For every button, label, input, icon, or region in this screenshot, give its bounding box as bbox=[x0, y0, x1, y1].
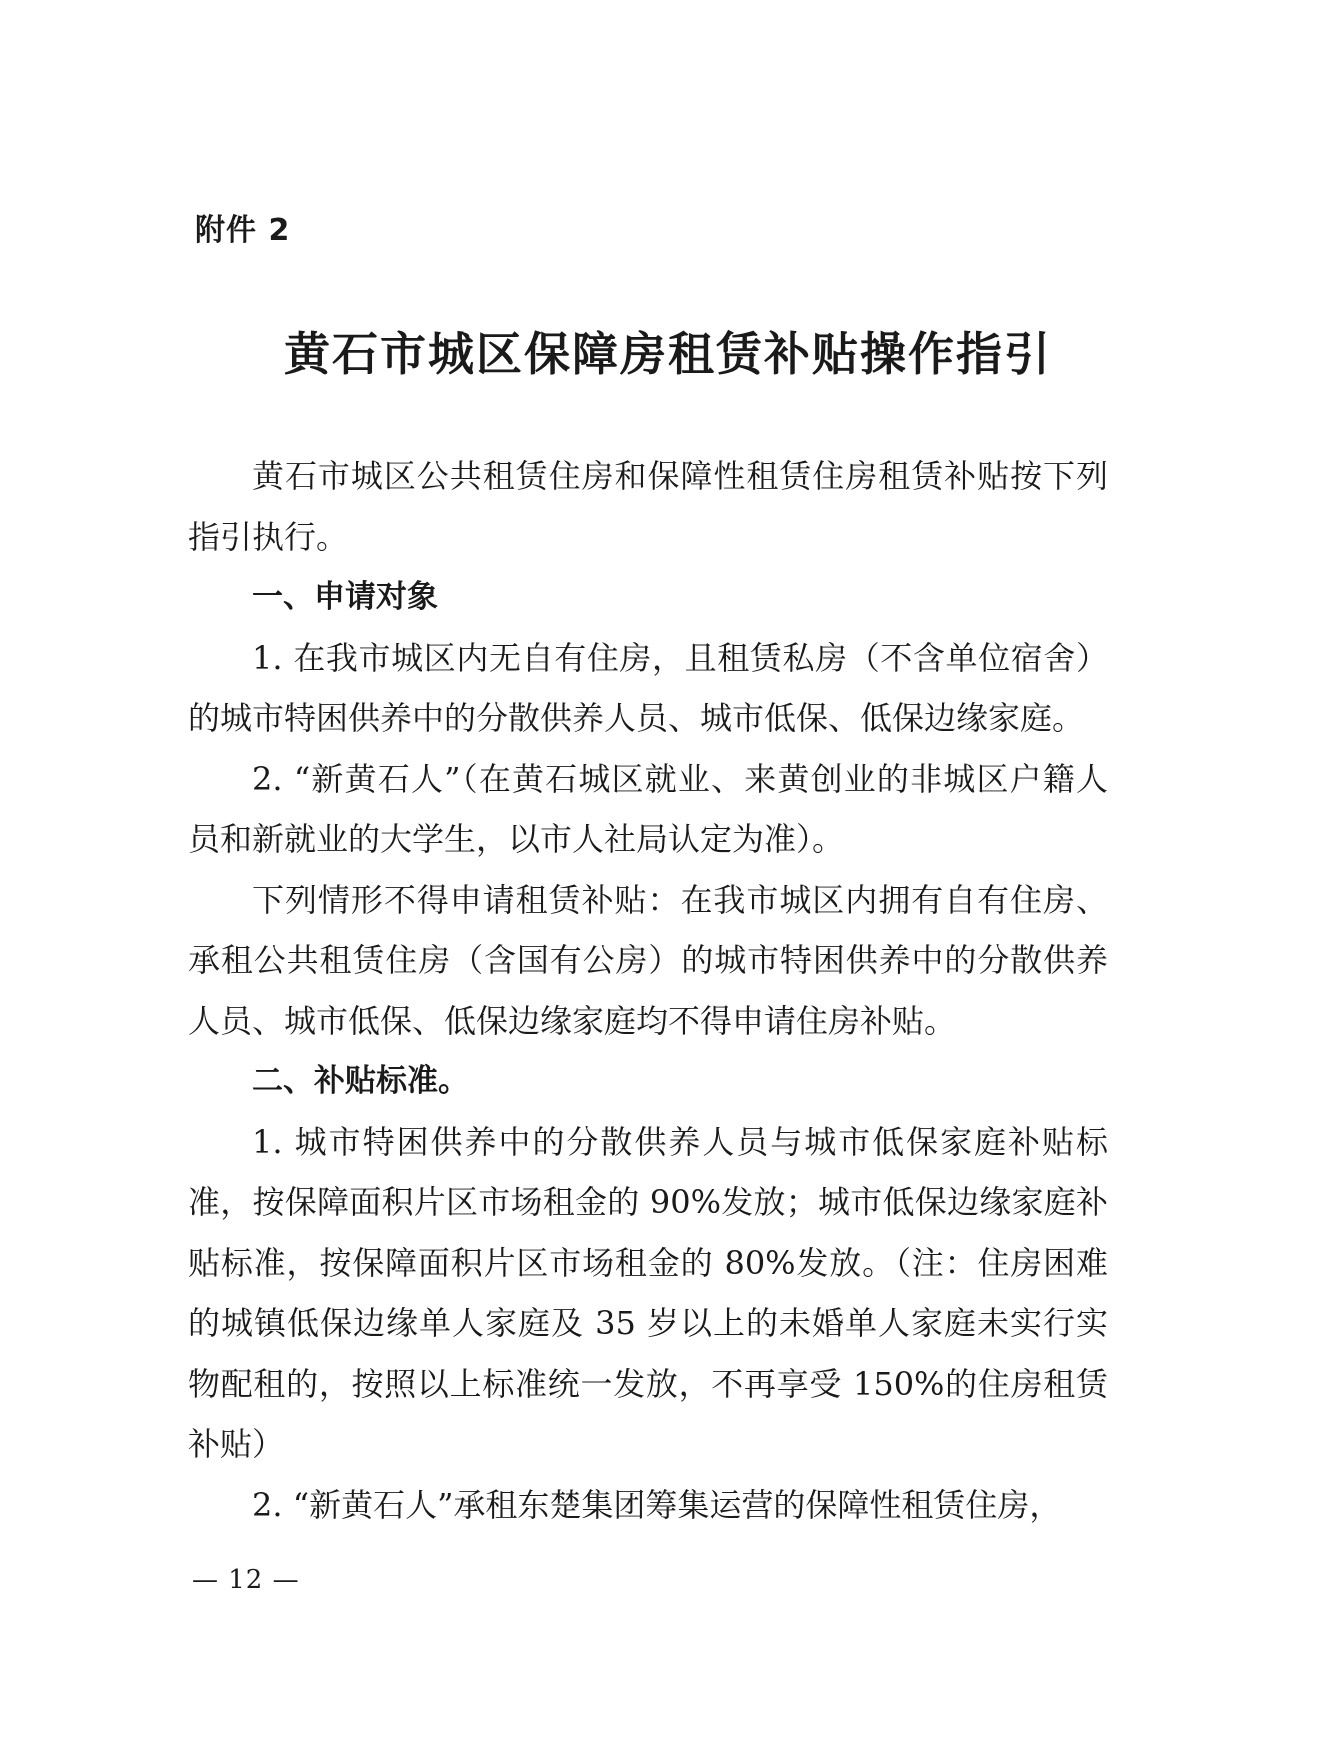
document-title: 黄石市城区保障房租赁补贴操作指引 bbox=[284, 327, 1052, 381]
paragraph-applicant-1: 1. 在我市城区内无自有住房，且租赁私房（不含单位宿舍）的城市特困供养中的分散供养人员、城市低保、低保边缘家庭。 bbox=[188, 638, 1108, 737]
paragraph-standard-1: 1. 城市特困供养中的分散供养人员与城市低保家庭补贴标准，按保障面积片区市场租金的 90%发放；城市低保边缘家庭补贴标准，按保障面积片区市场租金的 80%发放。（注：住房困难的城镇低保边缘单人家庭及 35 岁以上的未婚单人家庭未实行实物配租的，按照以上标准统一发放，不再享受 150%的住房租赁补贴） bbox=[188, 1122, 1108, 1463]
document-body bbox=[188, 446, 1108, 1535]
attachment-label: 附件 2 bbox=[195, 213, 291, 248]
section-heading-standards: 二、补贴标准。 bbox=[252, 1063, 469, 1099]
paragraph-standard-2: 2. “新黄石人”承租东楚集团筹集运营的保障性租赁住房， bbox=[252, 1485, 1062, 1524]
paragraph-applicant-2: 2. “新黄石人”（在黄石城区就业、来黄创业的非城区户籍人员和新就业的大学生，以市人社局认定为准）。 bbox=[188, 759, 1108, 858]
paragraph-exclusions: 下列情形不得申请租赁补贴：在我市城区内拥有自有住房、承租公共租赁住房（含国有公房）的城市特困供养中的分散供养人员、城市低保、低保边缘家庭均不得申请住房补贴。 bbox=[188, 880, 1108, 1040]
paragraph-intro: 黄石市城区公共租赁住房和保障性租赁住房租赁补贴按下列指引执行。 bbox=[188, 457, 1108, 556]
page-number: — 12 — bbox=[192, 1565, 300, 1595]
section-heading-applicants: 一、申请对象 bbox=[252, 579, 438, 615]
